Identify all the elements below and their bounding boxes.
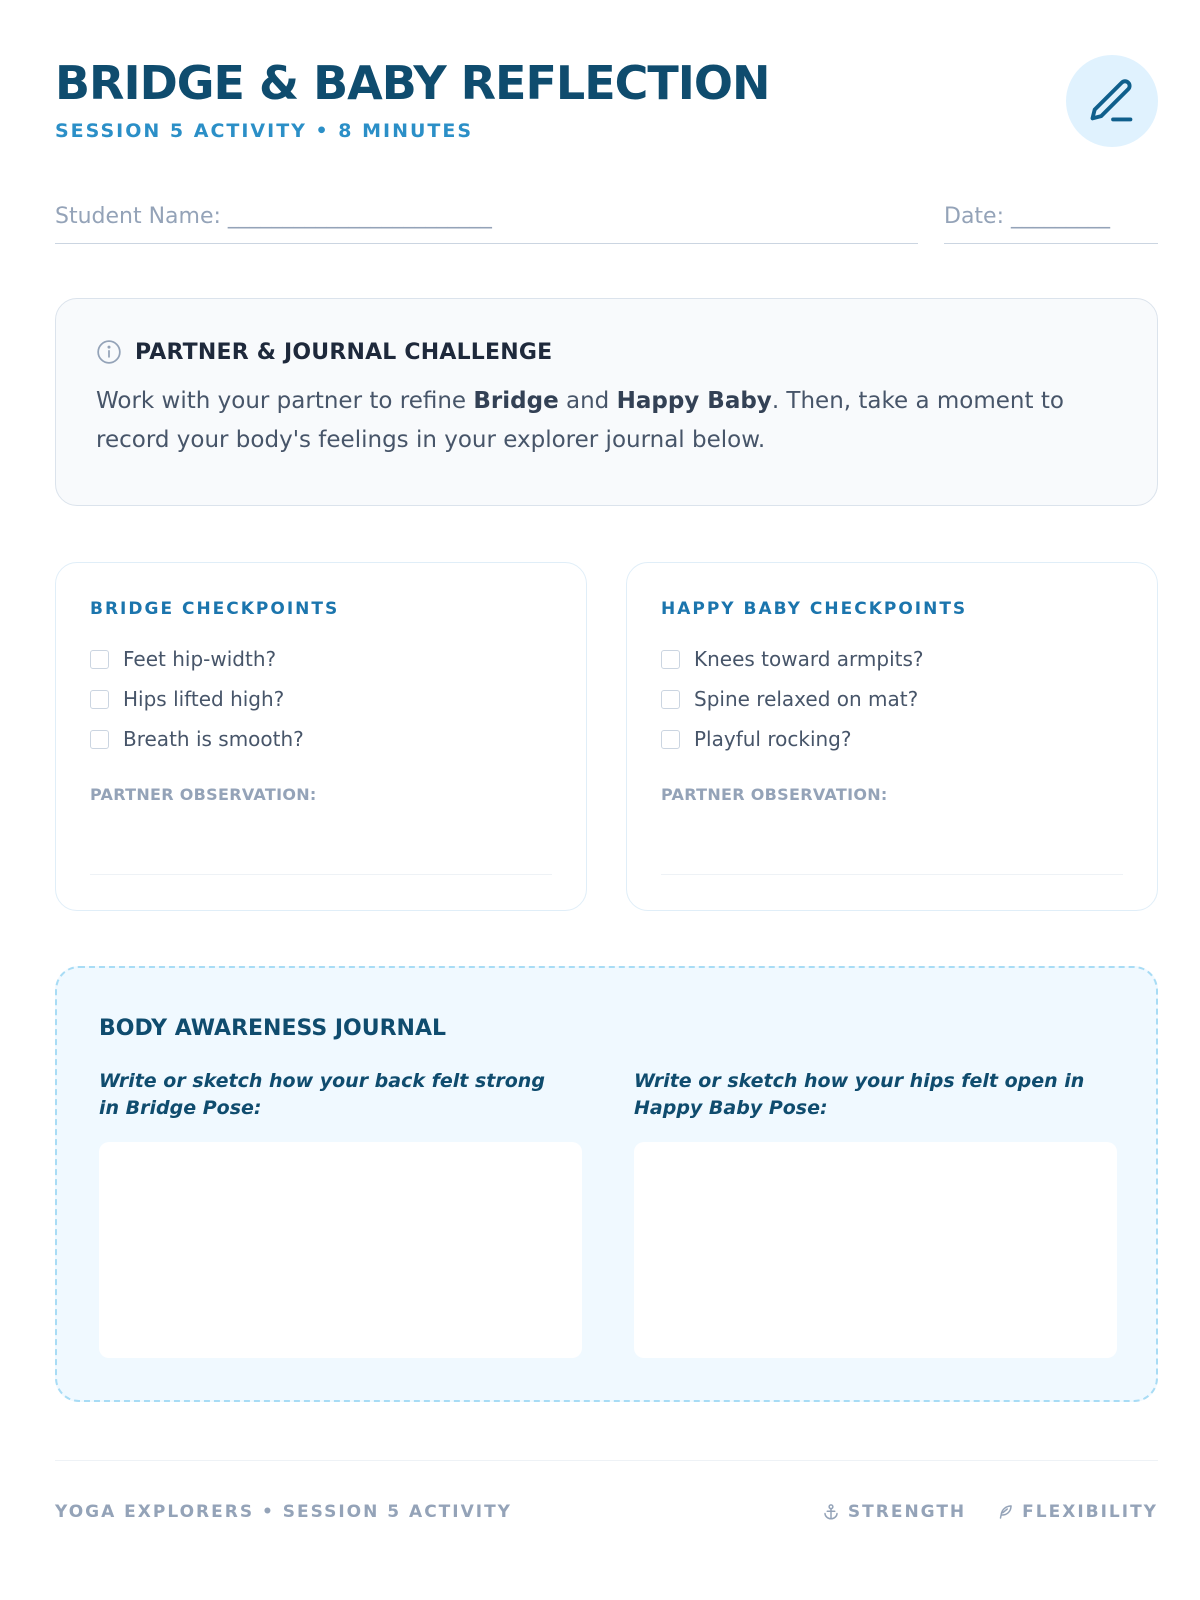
checklist-item[interactable] (90, 719, 552, 759)
page-title: BRIDGE & BABY REFLECTION (55, 56, 770, 110)
happy-baby-observation-label: PARTNER OBSERVATION: (661, 785, 888, 804)
body-awareness-journal (55, 966, 1158, 1402)
bridge-checklist (90, 639, 552, 759)
checkbox[interactable] (661, 650, 680, 669)
student-name-field[interactable]: Student Name: ________________________ (55, 204, 918, 244)
checkbox[interactable] (90, 690, 109, 709)
checklist-item-label: Knees toward armpits? (694, 647, 924, 671)
challenge-text-start: Work with your partner to refine (96, 388, 474, 414)
checklist-item-label: Hips lifted high? (123, 687, 285, 711)
checkbox[interactable] (661, 730, 680, 749)
checklist-item[interactable] (661, 639, 1123, 679)
journal-prompt-bridge: Write or sketch how your back felt strong in Bridge Pose: (99, 1070, 545, 1119)
happy-baby-checkpoints-card (626, 562, 1158, 911)
tag-strength (822, 1502, 966, 1522)
challenge-title: PARTNER & JOURNAL CHALLENGE (135, 339, 553, 365)
feather-icon (996, 1503, 1014, 1521)
journal-prompt-happy-baby: Write or sketch how your hips felt open in Happy Baby Pose: (634, 1070, 1085, 1119)
anchor-icon (822, 1503, 840, 1521)
happy-baby-card-title: HAPPY BABY CHECKPOINTS (661, 599, 968, 619)
footer-tags (822, 1502, 1158, 1522)
checklist-item-label: Playful rocking? (694, 727, 852, 751)
challenge-bold-happy-baby: Happy Baby (616, 388, 772, 414)
pencil-icon (1086, 75, 1138, 127)
checklist-item-label: Spine relaxed on mat? (694, 687, 919, 711)
happy-baby-observation-line[interactable] (661, 874, 1123, 875)
challenge-text-mid: and (558, 388, 617, 414)
bridge-checkpoints-card (55, 562, 587, 911)
bridge-observation-line[interactable] (90, 874, 552, 875)
pencil-badge (1066, 55, 1158, 147)
checklist-item[interactable] (90, 679, 552, 719)
page-subtitle: SESSION 5 ACTIVITY • 8 MINUTES (55, 120, 474, 142)
checklist-item-label: Breath is smooth? (123, 727, 304, 751)
footer-divider (55, 1460, 1158, 1461)
journal-writing-area-happy-baby[interactable] (634, 1142, 1117, 1358)
checkbox[interactable] (90, 730, 109, 749)
challenge-header (96, 339, 1117, 365)
tag-strength-label: STRENGTH (847, 1502, 967, 1522)
journal-writing-area-bridge[interactable] (99, 1142, 582, 1358)
checkbox[interactable] (661, 690, 680, 709)
checklist-item[interactable] (661, 719, 1123, 759)
challenge-box (55, 298, 1158, 506)
happy-baby-checklist (661, 639, 1123, 759)
checkbox[interactable] (90, 650, 109, 669)
tag-flexibility (996, 1502, 1158, 1522)
date-field[interactable]: Date: _________ (944, 204, 1158, 244)
journal-title: BODY AWARENESS JOURNAL (99, 1016, 446, 1041)
challenge-text (96, 382, 1117, 460)
bridge-card-title: BRIDGE CHECKPOINTS (90, 599, 340, 619)
info-icon (96, 339, 122, 365)
challenge-text-end: . Then, take a moment to record your body's feelings in your explorer journal below. (96, 388, 1064, 453)
checklist-item[interactable] (90, 639, 552, 679)
worksheet-page (55, 0, 1158, 1600)
footer-label: YOGA EXPLORERS • SESSION 5 ACTIVITY (55, 1502, 512, 1522)
checklist-item[interactable] (661, 679, 1123, 719)
challenge-bold-bridge: Bridge (473, 388, 559, 414)
tag-flexibility-label: FLEXIBILITY (1022, 1502, 1158, 1522)
bridge-observation-label: PARTNER OBSERVATION: (90, 785, 317, 804)
checklist-item-label: Feet hip-width? (123, 647, 277, 671)
